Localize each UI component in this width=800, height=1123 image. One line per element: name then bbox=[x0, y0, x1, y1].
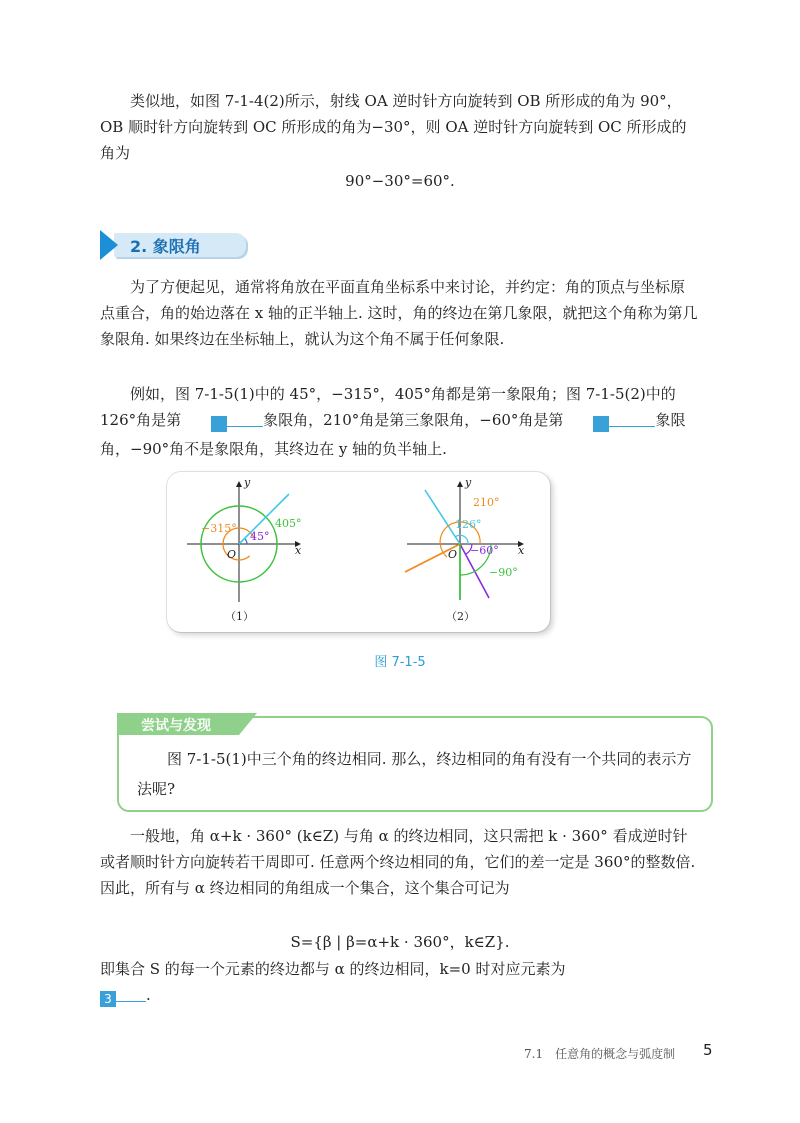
figure-diagram bbox=[167, 472, 550, 632]
blank-3[interactable] bbox=[100, 985, 146, 1011]
set-elements-text: 即集合 S 的每一个元素的终边都与 α 的终边相同，k=0 时对应元素为 bbox=[100, 960, 566, 978]
subfigure-2 bbox=[405, 476, 525, 623]
section-title: 2. 象限角 bbox=[130, 237, 201, 256]
subfigure-1-label: （1） bbox=[225, 610, 254, 623]
label-210: 210° bbox=[473, 496, 500, 509]
blank-2[interactable] bbox=[563, 410, 655, 436]
try-and-discover-label: 尝试与发现 bbox=[141, 718, 211, 734]
label-405: 405° bbox=[275, 517, 302, 530]
blank-number: 2 bbox=[593, 416, 609, 432]
figure-caption: 图 7-1-5 bbox=[374, 655, 426, 670]
try-and-discover-tab bbox=[117, 713, 257, 735]
paragraph-general-form: 一般地，角 α+k · 360° (k∈Z) 与角 α 的终边相同，这只需把 k · 360° 看成逆时针或者顺时针方向旋转若干周即可. 任意两个终边相同的角，它们的差一定是 360°的整数倍. 因此，所有与 α 终边相同的角组成一个集合，这个集合可记为 bbox=[100, 827, 696, 897]
subfigure-2-label: （2） bbox=[446, 610, 475, 623]
section-banner bbox=[100, 230, 250, 260]
blank-line bbox=[227, 410, 263, 427]
blank-line bbox=[116, 985, 146, 1002]
page-number: 5 bbox=[703, 1041, 713, 1059]
examples-text-1: 例如，图 7-1-5(1)中的 45°，−315°，405°角都是第一象限角；图 7-1-5(2)中的 126°角是第 bbox=[100, 385, 676, 429]
y-axis-label: y bbox=[244, 476, 251, 489]
origin-label: O bbox=[448, 548, 458, 561]
label-neg-60: −60° bbox=[470, 544, 499, 557]
blank-1[interactable] bbox=[181, 410, 263, 436]
banner-arrow-icon bbox=[100, 230, 118, 260]
blank-line bbox=[609, 410, 655, 427]
blank-number: 1 bbox=[211, 416, 227, 432]
label-126: 126° bbox=[455, 518, 482, 531]
figure-panel bbox=[167, 472, 550, 632]
terminal-side-126 bbox=[425, 490, 460, 544]
label-neg-90: −90° bbox=[489, 566, 518, 579]
footer-section-title: 7.1 任意角的概念与弧度制 bbox=[524, 1047, 676, 1061]
angle-45-arc bbox=[245, 538, 247, 544]
label-neg-315: −315° bbox=[201, 522, 237, 535]
paragraph-examples bbox=[100, 381, 698, 462]
x-axis-label: x bbox=[518, 544, 525, 557]
blank-number: 3 bbox=[100, 991, 116, 1007]
y-axis-label: y bbox=[465, 476, 472, 489]
examples-text-3: 象限角，−90°角不是象限角，其终边在 y 轴的负半轴上. bbox=[100, 411, 686, 458]
paragraph-set-elements bbox=[100, 956, 698, 1011]
examples-text-2: 象限角，210°角是第三象限角，−60°角是第 bbox=[263, 411, 564, 429]
equation-90-minus-30: 90°−30°=60°. bbox=[345, 172, 455, 190]
equation-set-s: S={β | β=α+k · 360°，k∈Z}. bbox=[290, 933, 510, 951]
paragraph-quadrant-definition: 为了方便起见，通常将角放在平面直角坐标系中来讨论，并约定：角的顶点与坐标原点重合，角的始边落在 x 轴的正半轴上. 这时，角的终边在第几象限，就把这个角称为第几象限角. 如果终边在坐标轴上，就认为这个角不属于任何象限. bbox=[100, 278, 698, 348]
paragraph-intro: 类似地，如图 7-1-4(2)所示，射线 OA 逆时针方向旋转到 OB 所形成的角为 90°，OB 顺时针方向旋转到 OC 所形成的角为−30°，则 OA 逆时针方向旋转到 OC 所形成的角为 bbox=[100, 92, 687, 162]
x-axis-label: x bbox=[295, 544, 302, 557]
subfigure-1 bbox=[187, 476, 302, 623]
label-45: 45° bbox=[250, 530, 270, 543]
try-and-discover-text: 图 7-1-5(1)中三个角的终边相同. 那么，终边相同的角有没有一个共同的表示方法呢? bbox=[137, 750, 692, 798]
set-elements-end: . bbox=[146, 986, 151, 1004]
origin-label: O bbox=[227, 548, 237, 561]
